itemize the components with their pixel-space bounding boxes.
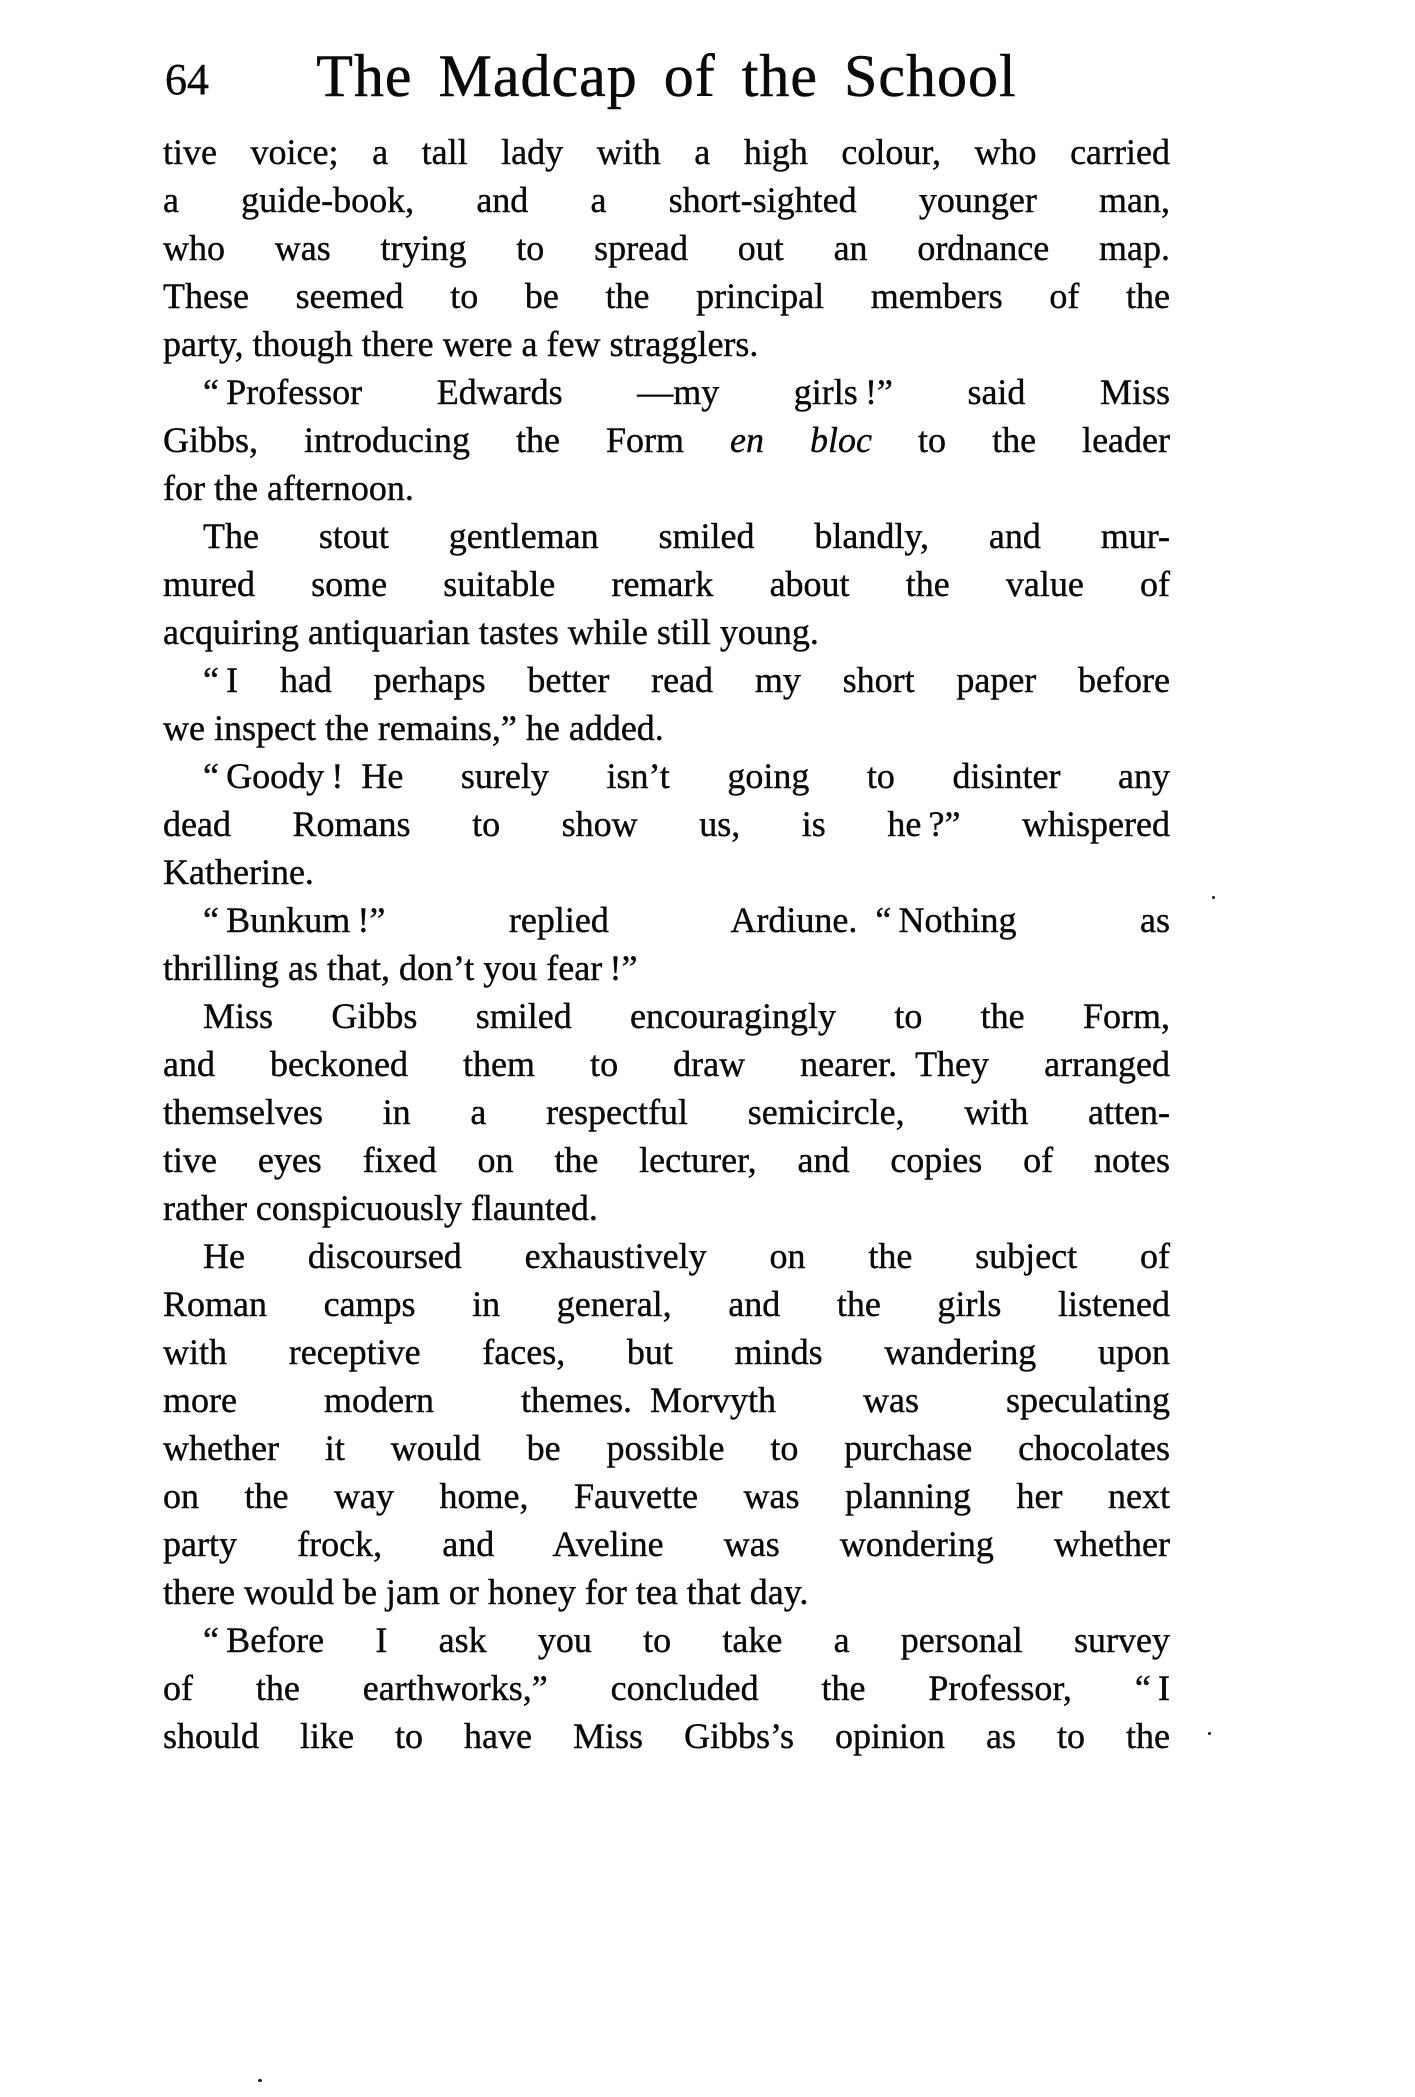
text-line [163, 1568, 1170, 1616]
text-line [163, 176, 1170, 224]
text-line [163, 464, 1170, 512]
text-segment: rather conspicuously flaunted. [163, 1188, 598, 1228]
text-line [163, 1472, 1170, 1520]
text-segment: thrilling as that, don’t you fear !” [163, 948, 638, 988]
text-line [163, 320, 1170, 368]
text-segment: with receptive faces, but minds wandering upon [163, 1332, 1170, 1372]
text-segment: tive eyes fixed on the lecturer, and copies of notes [163, 1140, 1170, 1180]
text-segment: Roman camps in general, and the girls listened [163, 1284, 1170, 1324]
text-segment: who was trying to spread out an ordnance map. [163, 228, 1170, 268]
text-line [163, 512, 1170, 560]
text-line [163, 1424, 1170, 1472]
text-line [163, 368, 1170, 416]
text-line [163, 1184, 1170, 1232]
text-segment: of the earthworks,” concluded the Professor, “ I [163, 1668, 1170, 1708]
paragraph [163, 752, 1170, 896]
text-segment: Gibbs, introducing the Form [163, 420, 731, 460]
text-segment: “ I had perhaps better read my short paper before [203, 660, 1170, 700]
text-segment: there would be jam or honey for tea that day. [163, 1572, 809, 1612]
text-line [163, 1232, 1170, 1280]
text-segment: on the way home, Fauvette was planning her next [163, 1476, 1170, 1516]
paragraph [163, 656, 1170, 752]
text-segment: themselves in a respectful semicircle, with atten- [163, 1092, 1170, 1132]
text-line [163, 848, 1170, 896]
text-segment: The stout gentleman smiled blandly, and mur- [203, 516, 1170, 556]
paragraph [163, 992, 1170, 1232]
text-line [163, 1376, 1170, 1424]
paragraph [163, 512, 1170, 656]
text-line [163, 752, 1170, 800]
text-line [163, 1328, 1170, 1376]
text-line [163, 224, 1170, 272]
text-line [163, 560, 1170, 608]
text-segment: for the afternoon. [163, 468, 414, 508]
text-segment: “ Goody ! He surely isn’t going to disinter any [203, 756, 1170, 796]
text-segment: “ Before I ask you to take a personal survey [203, 1620, 1170, 1660]
text-segment: acquiring antiquarian tastes while still young. [163, 612, 819, 652]
text-segment: to the leader [872, 420, 1170, 460]
paragraph [163, 1616, 1170, 1760]
book-page [0, 43, 1415, 2097]
page-number: 64 [165, 55, 209, 104]
text-segment: a guide-book, and a short-sighted younger man, [163, 180, 1170, 220]
paragraph [163, 128, 1170, 368]
text-line [163, 704, 1170, 752]
text-line [163, 1136, 1170, 1184]
paragraph [163, 368, 1170, 512]
scan-speck [258, 2079, 262, 2082]
text-line [163, 1520, 1170, 1568]
text-line [163, 1712, 1170, 1760]
text-line [163, 800, 1170, 848]
text-line [163, 1616, 1170, 1664]
text-segment: “ Professor Edwards —my girls !” said Miss [203, 372, 1170, 412]
text-segment: “ Bunkum !” replied Ardiune. “ Nothing as [203, 900, 1170, 940]
page-title: The Madcap of the School [316, 43, 1017, 109]
paragraph [163, 1232, 1170, 1616]
text-line [163, 272, 1170, 320]
text-segment: we inspect the remains,” he added. [163, 708, 664, 748]
text-segment: more modern themes. Morvyth was speculating [163, 1380, 1170, 1420]
text-line [163, 128, 1170, 176]
text-segment: These seemed to be the principal members of the [163, 276, 1170, 316]
text-line [163, 656, 1170, 704]
text-segment: Katherine. [163, 852, 314, 892]
text-segment: dead Romans to show us, is he ?” whispered [163, 804, 1170, 844]
text-segment: party, though there were a few stragglers. [163, 324, 759, 364]
text-segment: tive voice; a tall lady with a high colour, who carried [163, 132, 1170, 172]
text-segment: should like to have Miss Gibbs’s opinion as to the [163, 1716, 1170, 1756]
text-line [163, 416, 1170, 464]
text-line [163, 1664, 1170, 1712]
text-line [163, 1088, 1170, 1136]
text-line [163, 608, 1170, 656]
text-line [163, 896, 1170, 944]
text-segment: party frock, and Aveline was wondering whether [163, 1524, 1170, 1564]
text-segment: whether it would be possible to purchase chocolates [163, 1428, 1170, 1468]
text-segment: mured some suitable remark about the value of [163, 564, 1170, 604]
paragraph [163, 896, 1170, 992]
page-header [163, 43, 1170, 109]
text-segment: Miss Gibbs smiled encouragingly to the Form, [203, 996, 1170, 1036]
text-line [163, 1040, 1170, 1088]
scan-speck [1208, 1732, 1211, 1735]
page-column [163, 43, 1170, 1760]
text-line [163, 992, 1170, 1040]
text-line [163, 1280, 1170, 1328]
text-segment: He discoursed exhaustively on the subject of [203, 1236, 1170, 1276]
text-segment: and beckoned them to draw nearer. They arranged [163, 1044, 1170, 1084]
scan-speck [1212, 896, 1215, 899]
italic-text-segment: en bloc [730, 420, 873, 460]
text-line [163, 944, 1170, 992]
page-body [163, 128, 1170, 1760]
